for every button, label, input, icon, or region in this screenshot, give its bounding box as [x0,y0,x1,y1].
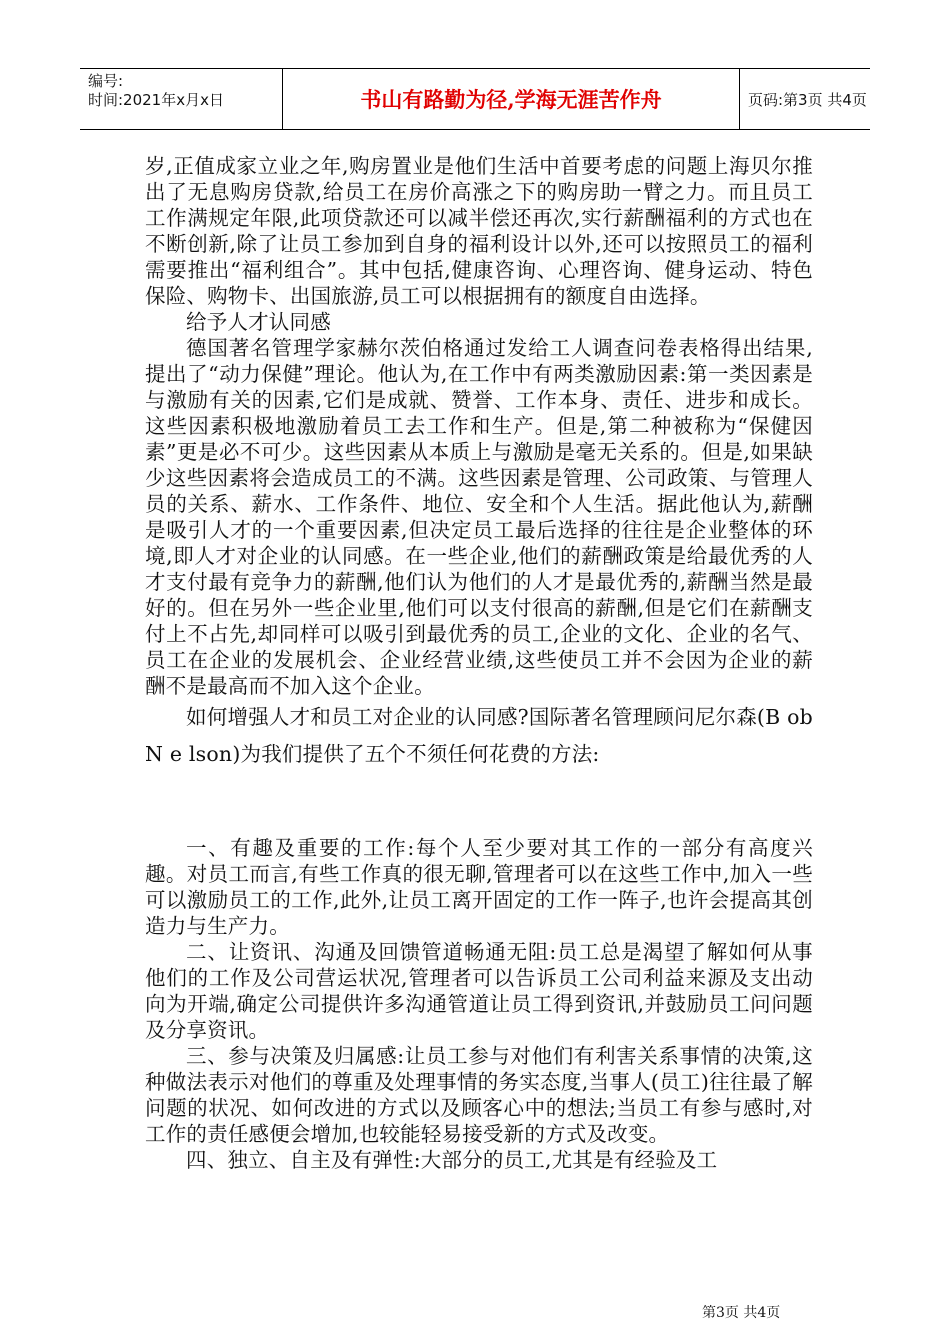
document-time-label: 时间:2021年x月x日 [88,91,224,109]
header-info [88,72,284,110]
paragraph-method-3: 三、参与决策及归属感:让员工参与对他们有利害关系事情的决策,这种做法表示对他们的尊重及处理事情的务实态度,当事人(员工)往往最了解问题的状况、如何改进的方式以及顾客心中的想法;当员工有参与感时,对工作的责任感便会增加,也较能轻易接受新的方式及改变。 [145,1044,813,1146]
paragraph-method-1: 一、有趣及重要的工作:每个人至少要对其工作的一部分有高度兴趣。对员工而言,有些工作真的很无聊,管理者可以在这些工作中,加入一些可以激励员工的工作,此外,让员工离开固定的工作一阵子,也许会提高其创造力与生产力。 [145,836,813,938]
document-body [145,153,813,1173]
page-footer: 第3页 共4页 [702,1305,781,1321]
header-page-number: 页码:第3页 共4页 [748,90,867,109]
paragraph-benefits: 岁,正值成家立业之年,购房置业是他们生活中首要考虑的问题上海贝尔推出了无息购房贷款,给员工在房价高涨之下的购房助一臂之力。而且员工工作满规定年限,此项贷款还可以减半偿还再次,实行薪酬福利的方式也在不断创新,除了让员工参加到自身的福利设计以外,还可以按照员工的福利需要推出“福利组合”。其中包括,健康咨询、心理咨询、健身运动、特色保险、购物卡、出国旅游,员工可以根据拥有的额度自由选择。 [145,154,813,308]
document-number-label: 编号: [88,72,124,90]
paragraph-nelson-intro: 如何增强人才和员工对企业的认同感?国际著名管理顾问尼尔森(B ob N e lson)为我们提供了五个不须任何花费的方法: [145,705,813,766]
page-header [80,68,870,130]
paragraph-method-4: 四、独立、自主及有弹性:大部分的员工,尤其是有经验及工 [186,1148,718,1172]
paragraph-method-2: 二、让资讯、沟通及回馈管道畅通无阻:员工总是渴望了解如何从事他们的工作及公司营运状况,管理者可以告诉员工公司利益来源及支出动向为开端,确定公司提供许多沟通管道让员工得到资讯,并鼓励员工问问题及分享资讯。 [145,940,813,1042]
blank-spacer [145,773,813,835]
paragraph-herzberg-theory: 德国著名管理学家赫尔茨伯格通过发给工人调查问卷表格得出结果,提出了“动力保健”理论。他认为,在工作中有两类激励因素:第一类因素是与激励有关的因素,它们是成就、赞誉、工作本身、责任、进步和成长。这些因素积极地激励着员工去工作和生产。但是,第二种被称为“保健因素”更是必不可少。这些因素从本质上与激励是毫无关系的。但是,如果缺少这些因素将会造成员工的不满。这些因素是管理、公司政策、与管理人员的关系、薪水、工作条件、地位、安全和个人生活。据此他认为,薪酬是吸引人才的一个重要因素,但决定员工最后选择的往往是企业整体的环境,即人才对企业的认同感。在一些企业,他们的薪酬政策是给最优秀的人才支付最有竞争力的薪酬,他们认为他们的人才是最优秀的,薪酬当然是最好的。但在另外一些企业里,他们可以支付很高的薪酬,但是它们在薪酬支付上不占先,却同样可以吸引到最优秀的员工,企业的文化、企业的名气、员工在企业的发展机会、企业经营业绩,这些使员工并不会因为企业的薪酬不是最高而不加入这个企业。 [145,336,813,698]
header-motto: 书山有路勤为径,学海无涯苦作舟 [282,69,740,129]
section-heading-recognition: 给予人才认同感 [186,310,331,334]
